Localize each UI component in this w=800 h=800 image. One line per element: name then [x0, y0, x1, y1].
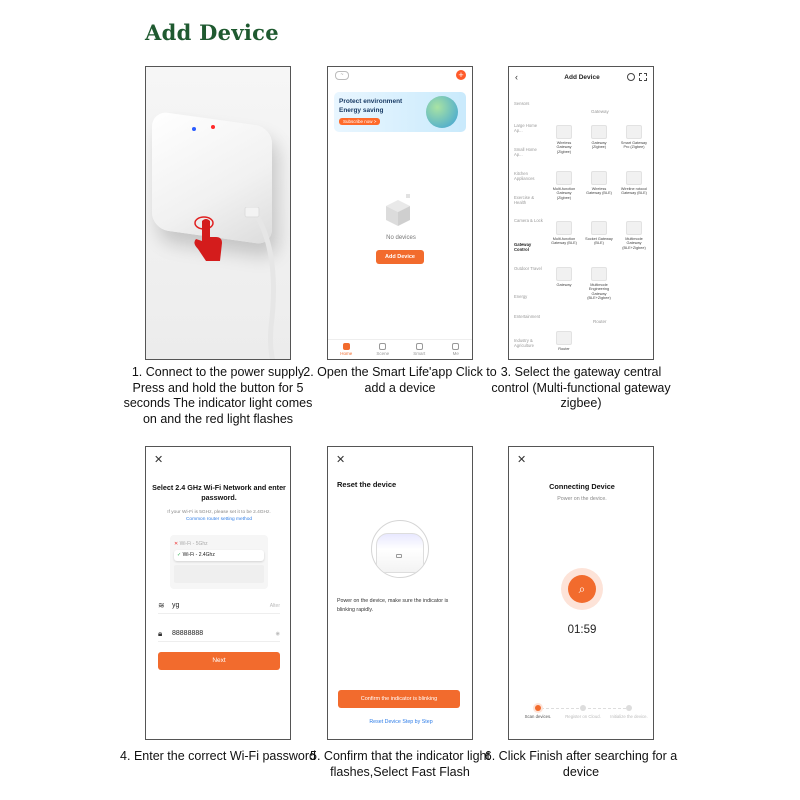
connection-steps — [509, 702, 654, 732]
pointing-hand-icon — [188, 213, 228, 263]
add-plus-button[interactable]: + — [456, 70, 466, 80]
step-scan: Scan devices. — [524, 714, 552, 719]
gateway-icon — [556, 221, 572, 235]
device-tile[interactable]: Wireless Gateway (BLE) — [584, 171, 614, 196]
device-tile[interactable]: Wireless Gateway (Zigbee) — [549, 125, 579, 154]
close-icon[interactable]: ✕ — [154, 454, 164, 466]
category-gateway[interactable]: Gateway Control — [514, 242, 532, 252]
socket-icon — [591, 221, 607, 235]
wifi-subtext: If your Wi-Fi is 5GHz, please set it to be 2.4GHz. Common router setting method — [146, 509, 291, 523]
caption-step6: 6. Click Finish after searching for a device — [484, 749, 678, 779]
tab-smart[interactable]: Smart — [401, 340, 438, 359]
qr-scan-icon[interactable] — [639, 73, 647, 81]
category-small-home[interactable]: Small Home Ap... — [514, 147, 537, 157]
search-progress-ring — [561, 568, 603, 610]
page-title: Add Device — [145, 20, 279, 45]
reset-device-screen — [327, 446, 473, 740]
reset-step-link[interactable]: Reset Device Step by Step — [369, 719, 433, 725]
indicator-icon — [396, 554, 402, 558]
cross-icon: ✕ — [174, 541, 180, 547]
connecting-heading: Connecting Device — [549, 482, 615, 491]
device-tile[interactable]: Router — [549, 331, 579, 351]
step-dot-active — [535, 705, 541, 711]
ssid-field[interactable]: ≋ yg Alter — [158, 598, 280, 614]
device-tile[interactable]: Smart Gateway Pro (Zigbee) — [619, 125, 649, 150]
gateway-icon — [626, 221, 642, 235]
eye-icon[interactable]: ◉ — [275, 631, 280, 637]
category-exercise[interactable]: Exercise & Health — [514, 195, 535, 205]
section-router: Router — [593, 319, 607, 324]
add-device-button[interactable]: Add Device — [376, 250, 424, 264]
device-tile[interactable]: Gateway — [549, 267, 579, 287]
confirm-blinking-button[interactable]: Confirm the indicator is blinking — [338, 690, 460, 708]
wifi-illustration — [170, 535, 268, 589]
step-divider — [541, 708, 579, 709]
device-tile[interactable]: Multi-function Gateway (Zigbee) — [549, 171, 579, 200]
smart-life-home-screen — [327, 66, 473, 360]
caption-step5: 5. Confirm that the indicator light flashes,Select Fast Flash — [310, 749, 490, 779]
close-icon[interactable]: ✕ — [517, 454, 527, 466]
catalog-title: Add Device — [564, 74, 600, 81]
category-industry[interactable]: Industry & Agriculture — [514, 338, 535, 348]
caption-step4: 4. Enter the correct Wi-Fi password — [120, 749, 316, 763]
wifi-placeholder-row — [174, 565, 264, 583]
home-selector[interactable]: ~ — [335, 71, 349, 80]
router-icon — [591, 267, 607, 281]
caption-step3: 3. Select the gateway central control (Multi-functional gateway zigbee) — [491, 365, 671, 410]
wifi-5g-row: ✕ Wi-Fi - 5Ghz — [174, 541, 208, 547]
back-icon[interactable]: ‹ — [515, 72, 518, 82]
device-tile[interactable]: Socket Gateway (BLE) — [584, 221, 614, 246]
category-large-home[interactable]: Large Home Ap... — [514, 123, 538, 133]
auto-scan-icon[interactable] — [627, 73, 635, 81]
category-outdoor[interactable]: Outdoor Travel — [514, 266, 542, 271]
add-device-catalog-screen — [508, 66, 654, 360]
step-dot — [580, 705, 586, 711]
section-gateway: Gateway — [591, 109, 609, 114]
banner-line2: Energy saving — [339, 107, 384, 114]
check-icon: ✓ — [177, 552, 183, 558]
device-tile[interactable]: Multi-function Gateway (BLE) — [549, 221, 579, 246]
home-icon — [343, 343, 350, 350]
search-icon: ⌕ — [568, 575, 596, 603]
device-tile[interactable]: Multimode Engineering Gateway (BLE+Zigbee) — [584, 267, 614, 301]
device-photo-panel — [145, 66, 291, 360]
step-divider — [588, 708, 626, 709]
smart-icon — [416, 343, 423, 350]
red-led-icon — [211, 125, 215, 129]
category-kitchen[interactable]: Kitchen Appliances — [514, 171, 535, 181]
scene-icon — [379, 343, 386, 350]
reset-device-illustration — [371, 520, 429, 578]
tab-home[interactable]: Home — [328, 340, 365, 359]
bottom-tab-bar — [328, 339, 473, 359]
gateway-icon — [626, 125, 642, 139]
gateway-icon — [556, 171, 572, 185]
globe-icon — [426, 96, 458, 128]
empty-box-icon — [376, 192, 420, 228]
next-button[interactable]: Next — [158, 652, 280, 670]
connecting-device-screen — [508, 446, 654, 740]
gateway-icon — [556, 267, 572, 281]
device-tile[interactable]: Multimode Gateway (BLE+Zigbee) — [619, 221, 649, 250]
caption-step2: 2. Open the Smart Life'app Click to add a device — [303, 365, 497, 395]
category-energy[interactable]: Energy — [514, 294, 528, 299]
wifi-heading: Select 2.4 GHz Wi-Fi Network and enter password. — [152, 483, 286, 502]
gateway-icon — [556, 125, 572, 139]
alter-network-link[interactable]: Alter — [269, 603, 280, 609]
wifi-icon: ≋ — [158, 601, 165, 610]
category-camera[interactable]: Camera & Lock — [514, 218, 543, 223]
step-initialize: Initialize the device. — [610, 714, 648, 719]
blue-led-icon — [192, 127, 196, 131]
banner-subscribe-button[interactable]: Subscribe now > — [339, 118, 380, 125]
no-devices-text: No devices — [386, 235, 416, 241]
lock-icon: 🔒︎ — [158, 629, 163, 638]
gateway-icon — [591, 125, 607, 139]
category-sensors[interactable]: Sensors — [514, 101, 530, 106]
tab-scene[interactable]: Scene — [365, 340, 402, 359]
wifi-setup-screen — [145, 446, 291, 740]
gateway-icon — [626, 171, 642, 185]
wifi-24g-row: ✓ Wi-Fi - 2.4Ghz — [174, 550, 264, 561]
connecting-subtext: Power on the device. — [557, 496, 607, 502]
tab-me[interactable]: Me — [438, 340, 474, 359]
password-field[interactable]: 🔒︎ 88888888 ◉ — [158, 626, 280, 642]
step-dot — [626, 705, 632, 711]
category-entertainment[interactable]: Entertainment — [514, 314, 541, 319]
caption-step1: 1. Connect to the power supply Press and hold the button for 5 seconds The indicator light comes on and the red light flashes — [123, 365, 313, 426]
step-register: Register on Cloud. — [565, 714, 601, 719]
me-icon — [452, 343, 459, 350]
router-icon — [556, 331, 572, 345]
reset-heading: Reset the device — [337, 480, 397, 489]
banner-line1: Protect environment — [339, 98, 403, 105]
router-setting-link[interactable]: Common router setting method — [185, 517, 253, 522]
device-tile[interactable]: Wireline rotocol Gateway (BLE) — [619, 171, 649, 196]
promo-banner[interactable] — [334, 92, 466, 132]
device-tile[interactable]: Gateway (Zigbee) — [584, 125, 614, 150]
reset-description: Power on the device, make sure the indicator is blinking rapidly. — [337, 598, 449, 613]
gateway-image — [376, 533, 424, 573]
countdown-timer: 01:59 — [567, 624, 597, 636]
gateway-icon — [591, 171, 607, 185]
power-cable-icon — [241, 207, 291, 360]
close-icon[interactable]: ✕ — [336, 454, 346, 466]
